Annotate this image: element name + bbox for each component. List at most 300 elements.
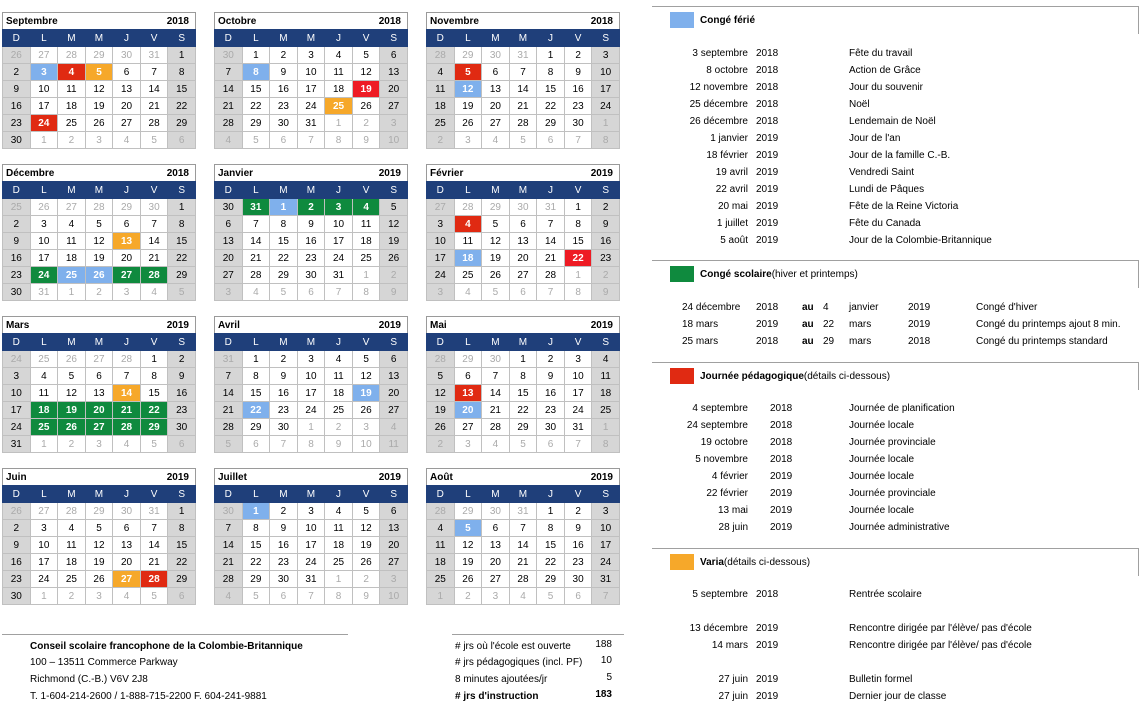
day-cell: 8 (592, 132, 620, 149)
weekday-header: M (482, 486, 510, 503)
day-cell: 9 (537, 368, 565, 385)
month-juin (2, 468, 196, 605)
day-cell: 23 (270, 402, 298, 419)
day-cell: 1 (564, 199, 592, 216)
day-cell: 27 (380, 98, 408, 115)
weekday-header: M (270, 486, 298, 503)
month-name: Juillet (218, 471, 247, 483)
day-cell: 8 (325, 132, 353, 149)
day-cell: 9 (592, 216, 620, 233)
day-cell: 24 (427, 267, 455, 284)
day-cell: 4 (482, 436, 510, 453)
day-cell: 30 (564, 115, 592, 132)
day-cell: 2 (3, 520, 31, 537)
day-cell: 31 (140, 47, 168, 64)
weekday-header: S (592, 30, 620, 47)
day-cell: 25 (30, 351, 58, 368)
weekday-header: M (509, 486, 537, 503)
day-cell: 24 (3, 351, 31, 368)
day-cell: 6 (564, 588, 592, 605)
legend-cell: 2018 (770, 437, 793, 448)
day-cell: 8 (242, 368, 270, 385)
legend-cell: 22 avril (715, 184, 748, 195)
day-cell: 15 (537, 81, 565, 98)
legend-cell: 5 novembre (695, 454, 748, 465)
day-cell: 7 (325, 284, 353, 301)
day-cell: 10 (380, 132, 408, 149)
weekday-header: D (427, 30, 455, 47)
day-cell: 30 (215, 47, 243, 64)
day-cell: 27 (454, 419, 482, 436)
org-name: Conseil scolaire francophone de la Colombie-Britannique (30, 641, 303, 652)
day-cell: 7 (140, 64, 168, 81)
weekday-header: V (140, 486, 168, 503)
day-cell: 29 (140, 419, 168, 436)
day-cell: 31 (30, 284, 58, 301)
footer-divider (2, 634, 348, 635)
day-cell: 30 (270, 571, 298, 588)
weekday-header: L (242, 486, 270, 503)
day-cell: 29 (168, 115, 196, 132)
day-cell: 4 (113, 132, 141, 149)
day-cell: 7 (297, 132, 325, 149)
day-cell: 28 (215, 571, 243, 588)
month-year: 2019 (166, 471, 189, 483)
day-cell: 28 (537, 267, 565, 284)
month-year: 2019 (590, 167, 613, 179)
stats-divider (452, 634, 624, 635)
day-cell: 10 (325, 216, 353, 233)
day-cell: 4 (113, 436, 141, 453)
legend-cell: 2019 (756, 167, 779, 178)
day-cell: 28 (58, 503, 86, 520)
legend-cell: Lendemain de Noël (849, 116, 936, 127)
day-cell: 1 (168, 199, 196, 216)
day-cell: 2 (3, 216, 31, 233)
day-cell: 31 (297, 571, 325, 588)
weekday-header: D (3, 30, 31, 47)
legend-cell: au (802, 302, 814, 313)
color-swatch-pedago (670, 368, 694, 384)
day-cell: 22 (168, 554, 196, 571)
day-cell: 2 (380, 267, 408, 284)
legend-cell: 2018 (770, 403, 793, 414)
weekday-header: M (85, 486, 113, 503)
day-cell: 21 (140, 554, 168, 571)
day-cell: 29 (509, 419, 537, 436)
day-cell: 28 (58, 47, 86, 64)
legend-cell: au (802, 319, 814, 330)
day-cell: 21 (215, 402, 243, 419)
weekday-header: D (427, 182, 455, 199)
day-cell: 30 (168, 419, 196, 436)
stat-value: 5 (606, 672, 612, 683)
weekday-header: M (297, 334, 325, 351)
day-cell: 3 (85, 436, 113, 453)
weekday-header: V (352, 30, 380, 47)
day-cell: 2 (352, 571, 380, 588)
day-cell: 30 (270, 419, 298, 436)
month-header (2, 12, 196, 29)
weekday-header: D (427, 486, 455, 503)
day-cell: 27 (215, 267, 243, 284)
day-cell: 4 (113, 588, 141, 605)
day-cell: 5 (242, 588, 270, 605)
weekday-header: S (592, 334, 620, 351)
weekday-header: V (140, 30, 168, 47)
day-cell: 7 (482, 368, 510, 385)
day-cell: 5 (537, 588, 565, 605)
day-cell: 29 (168, 267, 196, 284)
day-cell: 6 (537, 436, 565, 453)
day-cell: 30 (564, 571, 592, 588)
day-cell: 7 (592, 588, 620, 605)
month-mars (2, 316, 196, 453)
day-cell: 11 (592, 368, 620, 385)
day-cell: 1 (537, 503, 565, 520)
legend-cell: mars (849, 336, 872, 347)
day-cell: 5 (85, 216, 113, 233)
weekday-header: V (140, 334, 168, 351)
color-swatch-varia (670, 554, 694, 570)
weekday-header: D (215, 30, 243, 47)
day-cell: 25 (325, 554, 353, 571)
day-cell: 23 (3, 267, 31, 284)
day-cell: 4 (427, 520, 455, 537)
day-cell: 16 (3, 250, 31, 267)
day-cell: 8 (509, 368, 537, 385)
day-cell: 20 (215, 250, 243, 267)
legend-cell: 29 (823, 336, 835, 347)
day-cell: 6 (168, 588, 196, 605)
legend-cell: 2019 (756, 319, 779, 330)
weekday-header: J (113, 486, 141, 503)
day-cell: 31 (140, 503, 168, 520)
day-cell: 28 (140, 115, 168, 132)
day-cell: 25 (58, 571, 86, 588)
day-cell: 21 (113, 402, 141, 419)
legend-cell: 2019 (770, 471, 793, 482)
day-cell: 27 (113, 571, 141, 588)
day-cell: 24 (592, 554, 620, 571)
day-cell: 25 (427, 115, 455, 132)
day-cell: 5 (352, 47, 380, 64)
legend-cell: 2018 (756, 336, 779, 347)
day-cell: 7 (113, 368, 141, 385)
day-cell: 4 (325, 503, 353, 520)
day-cell: 7 (215, 64, 243, 81)
day-cell: 21 (537, 250, 565, 267)
day-cell: 12 (482, 233, 510, 250)
day-cell: 30 (113, 503, 141, 520)
legend-cell: 22 (823, 319, 835, 330)
day-cell: 9 (270, 368, 298, 385)
day-cell: 25 (427, 571, 455, 588)
day-cell: 5 (380, 199, 408, 216)
day-cell: 25 (352, 250, 380, 267)
color-swatch-scolaire (670, 266, 694, 282)
legend-cell: Congé du printemps ajout 8 min. (976, 319, 1121, 330)
day-cell: 16 (3, 554, 31, 571)
weekday-header: J (325, 30, 353, 47)
day-cell: 2 (352, 115, 380, 132)
day-cell: 6 (454, 368, 482, 385)
weekday-header: S (380, 30, 408, 47)
day-cell: 17 (30, 554, 58, 571)
month-name: Juin (6, 471, 27, 483)
day-cell: 20 (85, 402, 113, 419)
legend-cell: 2019 (756, 674, 779, 685)
month-table (426, 485, 620, 605)
legend-cell: 4 septembre (692, 403, 748, 414)
legend-cell: Jour du souvenir (849, 82, 923, 93)
day-cell: 17 (564, 385, 592, 402)
day-cell: 22 (168, 98, 196, 115)
day-cell: 27 (482, 115, 510, 132)
weekday-header: J (537, 182, 565, 199)
legend-cell: Congé d'hiver (976, 302, 1038, 313)
day-cell: 1 (564, 267, 592, 284)
day-cell: 27 (30, 503, 58, 520)
day-cell: 16 (168, 385, 196, 402)
legend-cell: Dernier jour de classe (849, 691, 947, 702)
month-mai (426, 316, 620, 453)
day-cell: 28 (427, 47, 455, 64)
legend-cell: 2019 (756, 218, 779, 229)
month-name: Août (430, 471, 453, 483)
day-cell: 13 (454, 385, 482, 402)
month-name: Avril (218, 319, 240, 331)
month-name: Janvier (218, 167, 254, 179)
day-cell: 28 (454, 199, 482, 216)
day-cell: 30 (140, 199, 168, 216)
legend-cell: 13 mai (717, 505, 748, 516)
weekday-header: S (380, 334, 408, 351)
month-header (214, 164, 408, 181)
day-cell: 13 (113, 233, 141, 250)
weekday-header: V (140, 182, 168, 199)
weekday-header: S (592, 182, 620, 199)
day-cell: 29 (168, 571, 196, 588)
legend-cell: 2018 (756, 302, 779, 313)
day-cell: 23 (270, 554, 298, 571)
stat-label: # jrs d'instruction (455, 691, 539, 702)
weekday-header: V (564, 30, 592, 47)
section-subtitle: (détails ci-dessous) (723, 556, 811, 568)
day-cell: 4 (325, 47, 353, 64)
day-cell: 19 (454, 554, 482, 571)
month-table (426, 181, 620, 301)
legend-cell: 12 novembre (689, 82, 748, 93)
legend-cell: 2019 (756, 150, 779, 161)
section-header-varia (652, 548, 1139, 576)
weekday-header: J (325, 182, 353, 199)
day-cell: 29 (113, 199, 141, 216)
day-cell: 1 (30, 436, 58, 453)
day-cell: 15 (242, 385, 270, 402)
day-cell: 14 (215, 385, 243, 402)
legend-cell: 13 décembre (689, 623, 748, 634)
month-name: Octobre (218, 15, 257, 27)
day-cell: 13 (482, 537, 510, 554)
weekday-header: V (352, 334, 380, 351)
day-cell: 2 (592, 267, 620, 284)
day-cell: 10 (30, 81, 58, 98)
day-cell: 8 (168, 520, 196, 537)
day-cell: 2 (592, 199, 620, 216)
month-janvier (214, 164, 408, 301)
day-cell: 17 (30, 98, 58, 115)
day-cell: 19 (380, 233, 408, 250)
day-cell: 31 (3, 436, 31, 453)
weekday-header: S (168, 334, 196, 351)
weekday-header: J (537, 30, 565, 47)
legend-cell: Journée locale (849, 471, 915, 482)
day-cell: 21 (242, 250, 270, 267)
day-cell: 30 (537, 419, 565, 436)
weekday-header: M (509, 182, 537, 199)
day-cell: 29 (537, 571, 565, 588)
day-cell: 8 (592, 436, 620, 453)
day-cell: 1 (592, 115, 620, 132)
day-cell: 20 (454, 402, 482, 419)
day-cell: 10 (380, 588, 408, 605)
day-cell: 25 (325, 402, 353, 419)
day-cell: 6 (509, 216, 537, 233)
day-cell: 26 (427, 419, 455, 436)
day-cell: 31 (564, 419, 592, 436)
day-cell: 29 (482, 199, 510, 216)
legend-cell: 2019 (908, 302, 931, 313)
day-cell: 3 (454, 132, 482, 149)
day-cell: 11 (325, 368, 353, 385)
day-cell: 12 (454, 81, 482, 98)
day-cell: 5 (509, 436, 537, 453)
day-cell: 8 (325, 588, 353, 605)
weekday-header: J (113, 182, 141, 199)
day-cell: 5 (58, 368, 86, 385)
day-cell: 3 (215, 284, 243, 301)
day-cell: 2 (325, 419, 353, 436)
day-cell: 30 (3, 132, 31, 149)
day-cell: 31 (325, 267, 353, 284)
legend-cell: 19 avril (715, 167, 748, 178)
day-cell: 30 (482, 503, 510, 520)
day-cell: 31 (537, 199, 565, 216)
day-cell: 3 (592, 503, 620, 520)
legend-cell: Journée locale (849, 454, 915, 465)
day-cell: 9 (592, 284, 620, 301)
day-cell: 16 (564, 537, 592, 554)
day-cell: 29 (454, 47, 482, 64)
day-cell: 24 (30, 571, 58, 588)
month-name: Novembre (430, 15, 479, 27)
day-cell: 10 (564, 368, 592, 385)
legend-cell: Fête du travail (849, 48, 913, 59)
day-cell: 16 (592, 233, 620, 250)
day-cell: 19 (85, 250, 113, 267)
legend-cell: Journée locale (849, 505, 915, 516)
month-table (2, 333, 196, 453)
section-subtitle: (détails ci-dessous) (803, 370, 891, 382)
weekday-header: M (85, 30, 113, 47)
day-cell: 29 (537, 115, 565, 132)
day-cell: 7 (509, 520, 537, 537)
day-cell: 22 (537, 554, 565, 571)
day-cell: 25 (58, 115, 86, 132)
legend-cell: 20 mai (717, 201, 748, 212)
day-cell: 18 (427, 98, 455, 115)
legend-cell: 2018 (756, 48, 779, 59)
weekday-header: M (58, 182, 86, 199)
month-avril (214, 316, 408, 453)
day-cell: 4 (509, 588, 537, 605)
day-cell: 11 (427, 537, 455, 554)
day-cell: 18 (325, 537, 353, 554)
day-cell: 1 (30, 132, 58, 149)
day-cell: 26 (3, 47, 31, 64)
legend-cell: 2018 (770, 420, 793, 431)
day-cell: 2 (454, 588, 482, 605)
day-cell: 31 (509, 47, 537, 64)
day-cell: 6 (380, 503, 408, 520)
day-cell: 4 (454, 216, 482, 233)
weekday-header: M (297, 486, 325, 503)
weekday-header: L (242, 182, 270, 199)
day-cell: 7 (564, 436, 592, 453)
day-cell: 10 (352, 436, 380, 453)
legend-cell: 5 août (720, 235, 748, 246)
day-cell: 31 (592, 571, 620, 588)
weekday-header: D (3, 486, 31, 503)
weekday-header: D (215, 182, 243, 199)
month-year: 2019 (378, 319, 401, 331)
day-cell: 12 (380, 216, 408, 233)
day-cell: 20 (380, 537, 408, 554)
day-cell: 30 (509, 199, 537, 216)
day-cell: 22 (564, 250, 592, 267)
day-cell: 3 (592, 47, 620, 64)
day-cell: 4 (30, 368, 58, 385)
day-cell: 28 (215, 115, 243, 132)
legend-cell: Vendredi Saint (849, 167, 915, 178)
day-cell: 25 (3, 199, 31, 216)
day-cell: 22 (140, 402, 168, 419)
weekday-header: M (297, 182, 325, 199)
day-cell: 7 (140, 216, 168, 233)
day-cell: 21 (215, 554, 243, 571)
day-cell: 27 (30, 47, 58, 64)
weekday-header: M (85, 182, 113, 199)
weekday-header: S (168, 182, 196, 199)
section-title: Varia (700, 556, 724, 568)
legend-cell: 2019 (770, 522, 793, 533)
day-cell: 5 (454, 64, 482, 81)
day-cell: 8 (564, 216, 592, 233)
day-cell: 3 (427, 216, 455, 233)
day-cell: 14 (509, 537, 537, 554)
day-cell: 30 (3, 588, 31, 605)
legend-cell: 2018 (756, 82, 779, 93)
day-cell: 2 (270, 351, 298, 368)
day-cell: 3 (352, 419, 380, 436)
day-cell: 10 (297, 64, 325, 81)
legend-cell: 24 septembre (686, 420, 748, 431)
month-décembre (2, 164, 196, 301)
day-cell: 12 (352, 64, 380, 81)
day-cell: 14 (242, 233, 270, 250)
legend-cell: Journée provinciale (849, 488, 936, 499)
